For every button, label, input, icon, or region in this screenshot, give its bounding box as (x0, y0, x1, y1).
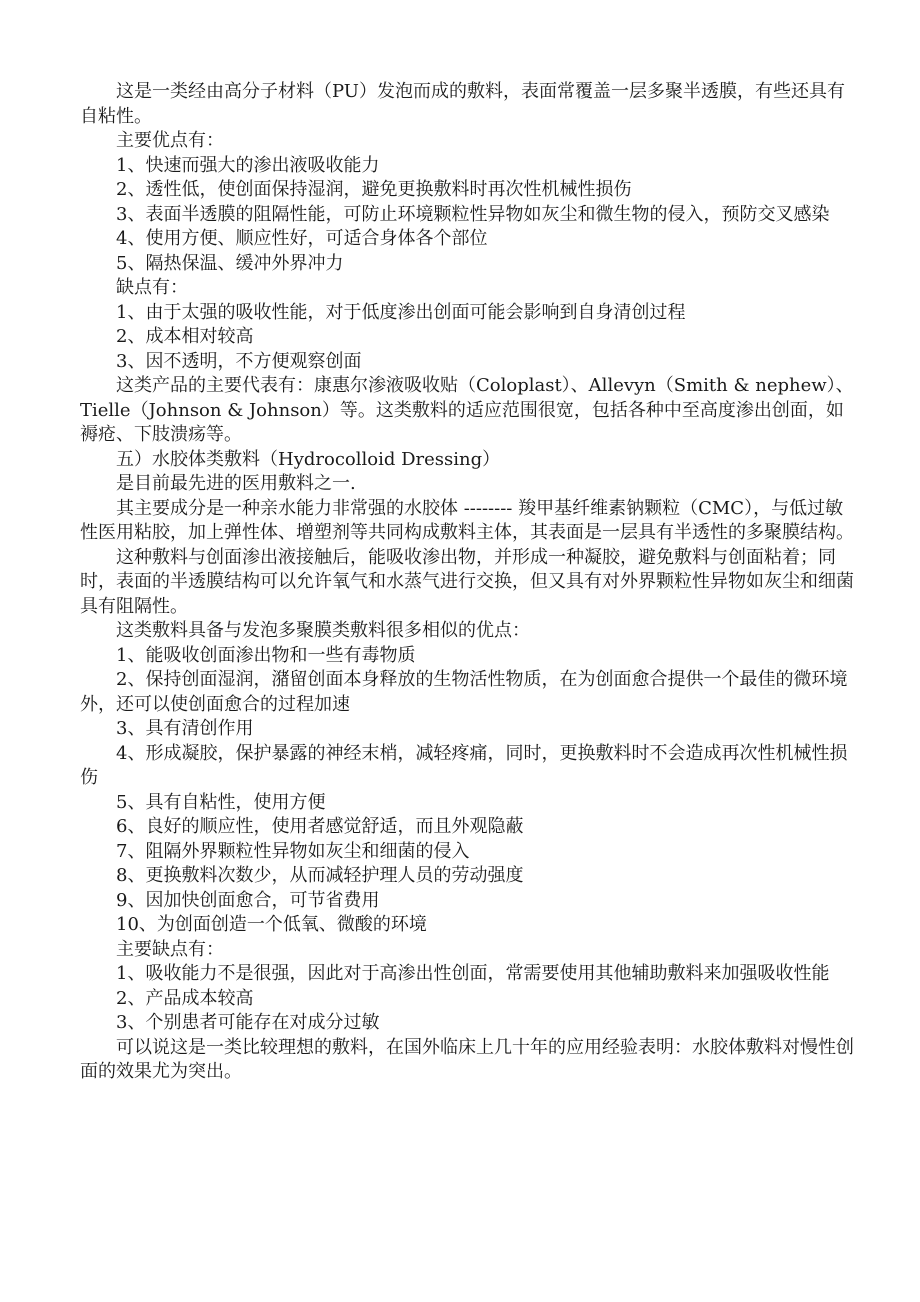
paragraph: 这类产品的主要代表有：康惠尔渗液吸收贴（Coloplast）、Allevyn（Smith & nephew）、Tielle（Johnson & Johnson）等。这类敷料的适应范围很宽，包括各种中至高度渗出创面，如褥疮、下肢溃疡等。 (80, 375, 854, 445)
paragraph: 主要优点有： (116, 130, 224, 151)
list-item: 7、阻隔外界颗粒性异物如灰尘和细菌的侵入 (116, 840, 470, 862)
list-item: 3、表面半透膜的阻隔性能，可防止环境颗粒性异物如灰尘和微生物的侵入，预防交叉感染 (116, 203, 830, 225)
list-item: 2、透性低，使创面保持湿润，避免更换敷料时再次性机械性损伤 (116, 179, 632, 200)
list-item: 1、吸收能力不是很强，因此对于高渗出性创面，常需要使用其他辅助敷料来加强吸收性能 (116, 963, 830, 984)
paragraph: 这种敷料与创面渗出液接触后，能吸收渗出物，并形成一种凝胶，避免敷料与创面粘着；同时，表面的半透膜结构可以允许氧气和水蒸气进行交换，但又具有对外界颗粒性异物如灰尘和细菌具有阻隔性。 (80, 546, 854, 617)
list-item: 1、能吸收创面渗出物和一些有毒物质 (116, 644, 416, 666)
list-item: 1、由于太强的吸收性能，对于低度渗出创面可能会影响到自身清创过程 (116, 301, 686, 323)
list-item: 4、形成凝胶，保护暴露的神经末梢，减轻疼痛，同时，更换敷料时不会造成再次性机械性损伤 (80, 742, 848, 788)
list-item: 8、更换敷料次数少，从而减轻护理人员的劳动强度 (116, 865, 524, 886)
list-item: 5、隔热保温、缓冲外界冲力 (116, 252, 344, 274)
section-heading: 五）水胶体类敷料（Hydrocolloid Dressing） (116, 448, 501, 470)
paragraph: 是目前最先进的医用敷料之一. (116, 473, 356, 494)
paragraph: 可以说这是一类比较理想的敷料，在国外临床上几十年的应用经验表明：水胶体敷料对慢性创面的效果尤为突出。 (80, 1036, 854, 1082)
list-item: 10、为创面创造一个低氧、微酸的环境 (116, 914, 427, 935)
paragraph: 其主要成分是一种亲水能力非常强的水胶体 -------- 羧甲基纤维素钠颗粒（CMC），与低过敏性医用粘胶，加上弹性体、增塑剂等共同构成敷料主体，其表面是一层具有半透性的多聚膜结构。 (80, 497, 854, 543)
list-item: 3、个别患者可能存在对成分过敏 (116, 1012, 380, 1033)
list-item: 2、产品成本较高 (116, 987, 254, 1009)
list-item: 2、保持创面湿润，潴留创面本身释放的生物活性物质，在为创面愈合提供一个最佳的微环境外，还可以使创面愈合的过程加速 (80, 669, 848, 715)
list-item: 9、因加快创面愈合，可节省费用 (116, 889, 380, 911)
paragraph: 这是一类经由高分子材料（PU）发泡而成的敷料，表面常覆盖一层多聚半透膜，有些还具有自粘性。 (80, 81, 845, 127)
list-item: 3、因不透明，不方便观察创面 (116, 350, 362, 372)
list-item: 5、具有自粘性，使用方便 (116, 791, 326, 813)
list-item: 4、使用方便、顺应性好，可适合身体各个部位 (116, 228, 488, 249)
list-item: 3、具有清创作用 (116, 718, 254, 739)
list-item: 1、快速而强大的渗出液吸收能力 (116, 154, 380, 176)
document-page (80, 80, 860, 1085)
list-item: 6、良好的顺应性，使用者感觉舒适，而且外观隐蔽 (116, 816, 524, 837)
paragraph: 主要缺点有： (116, 938, 224, 960)
paragraph: 缺点有： (116, 277, 188, 298)
list-item: 2、成本相对较高 (116, 326, 254, 347)
paragraph: 这类敷料具备与发泡多聚膜类敷料很多相似的优点： (116, 620, 530, 641)
